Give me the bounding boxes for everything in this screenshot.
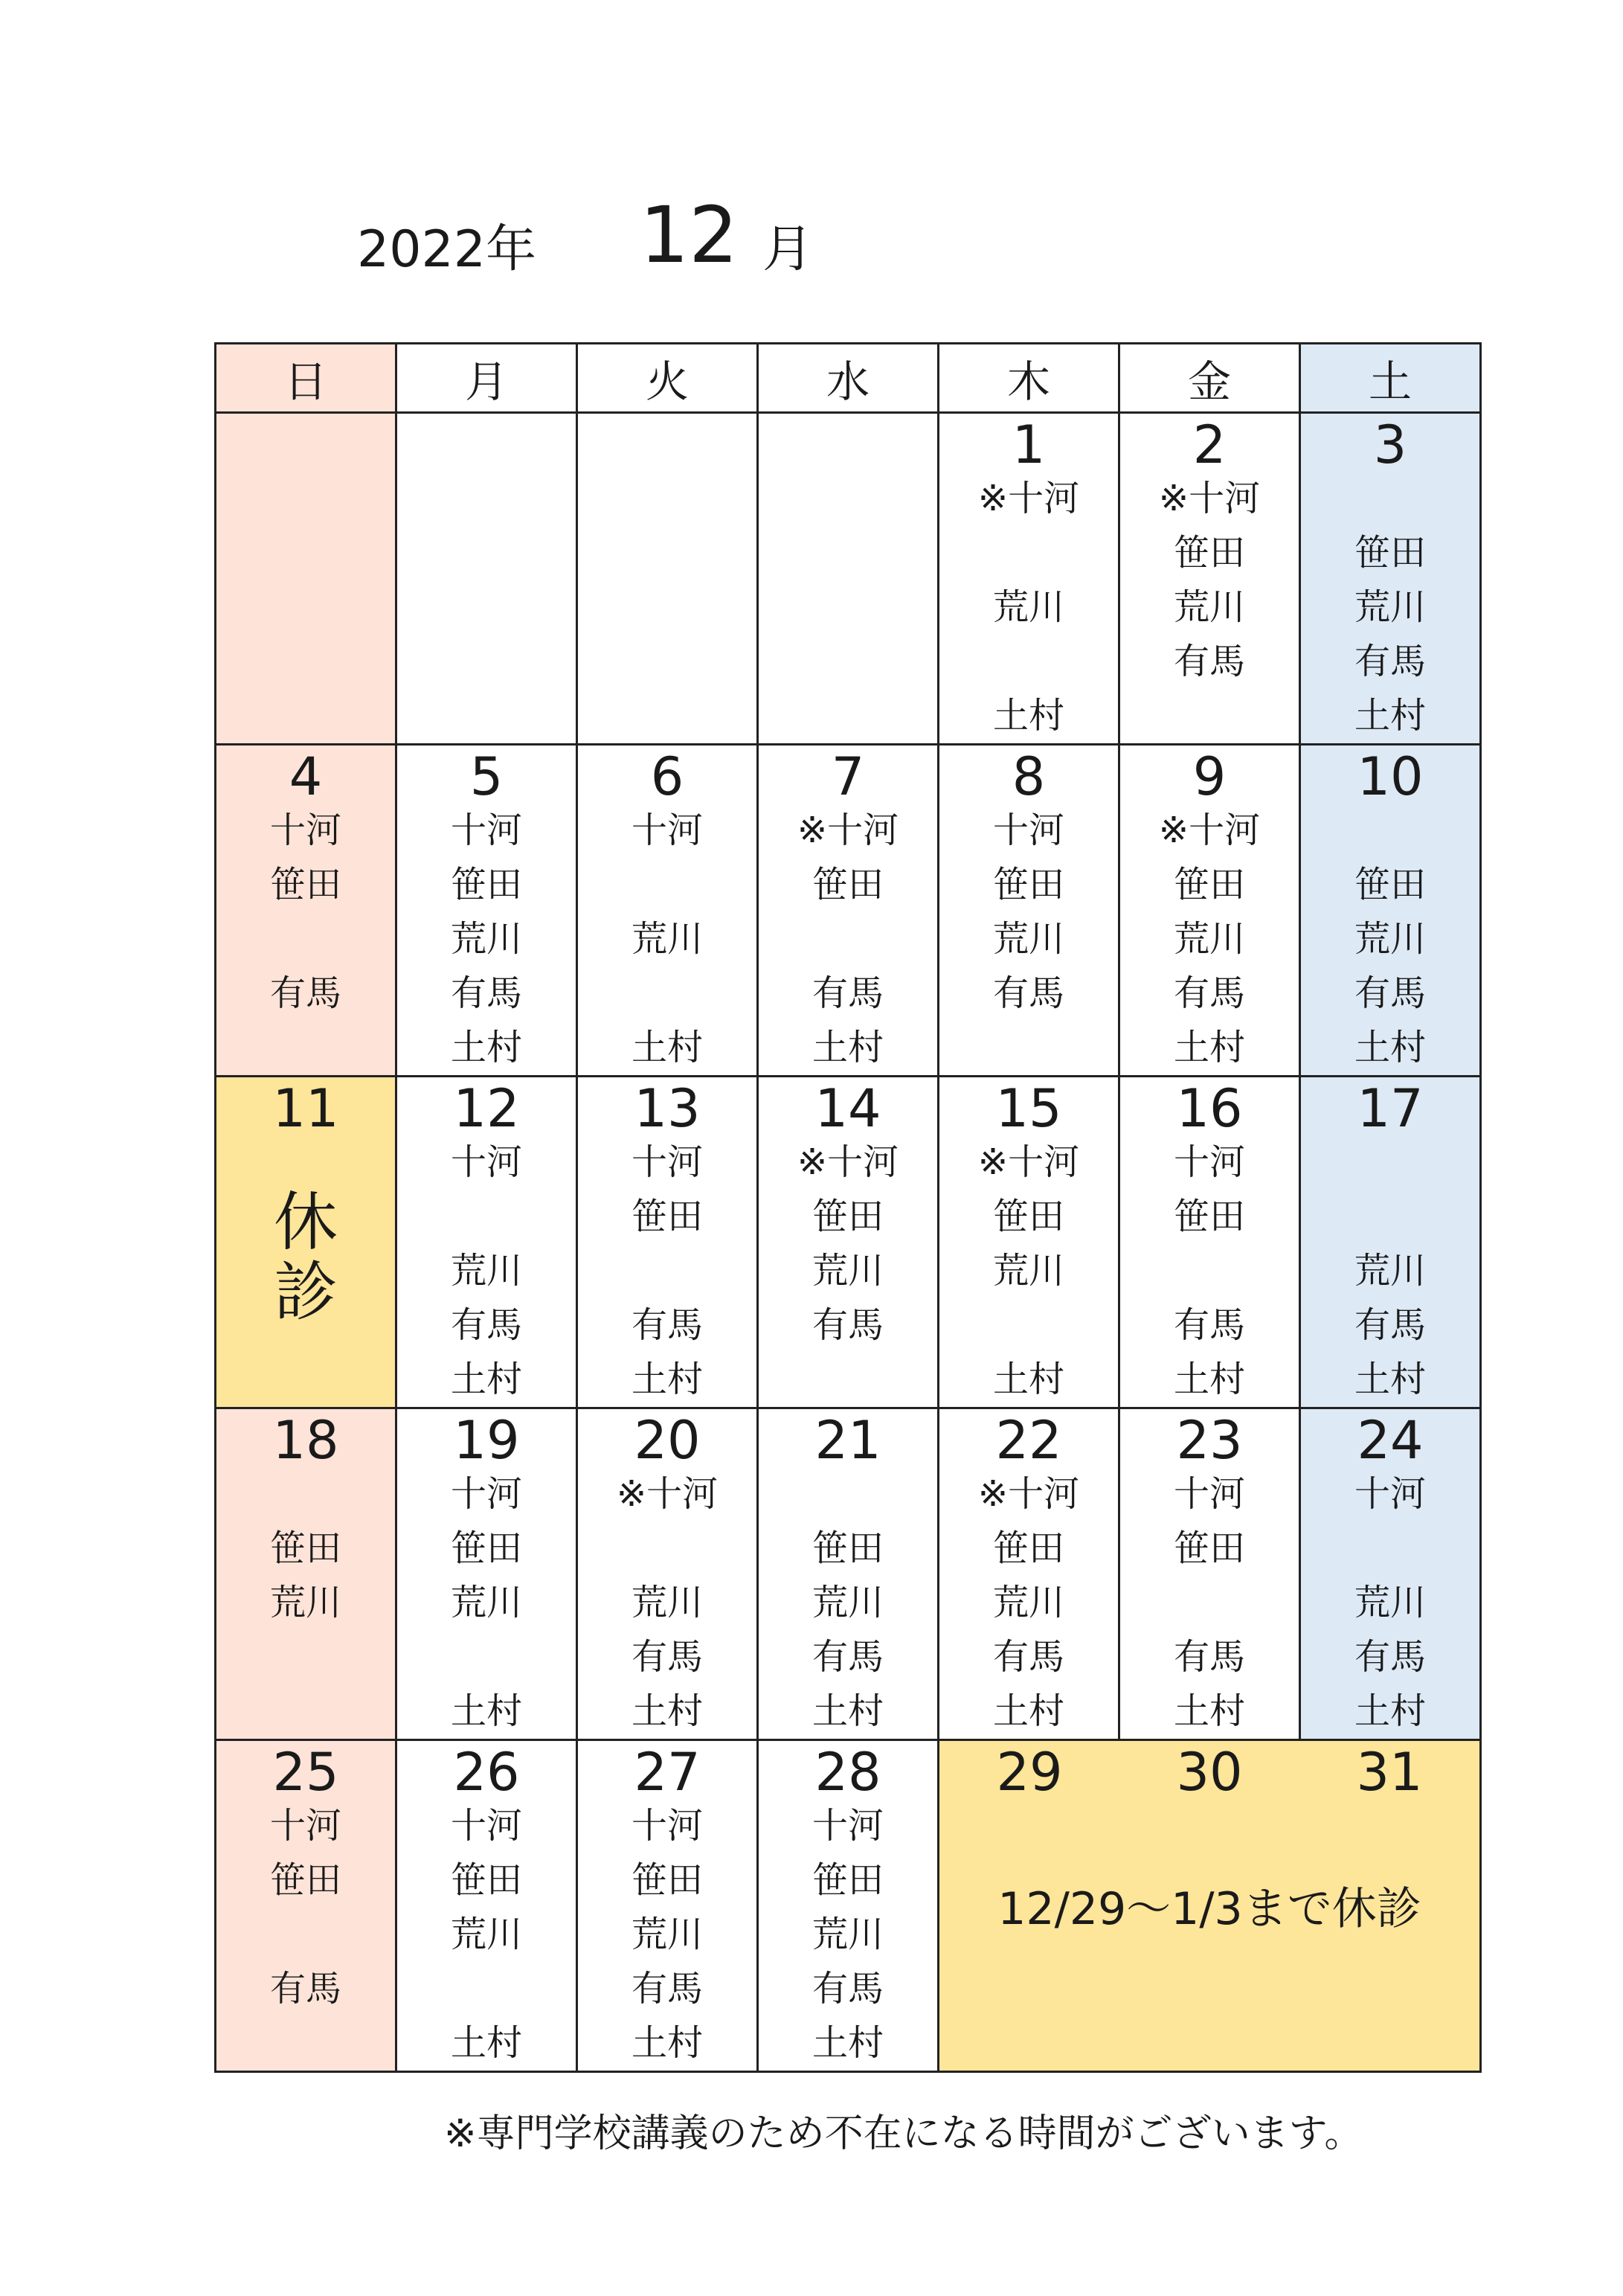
- day-cell: [758, 413, 939, 745]
- day-number: 19: [453, 1410, 520, 1471]
- doctor-name: 笹田: [1173, 1527, 1245, 1569]
- doctor-name: 荒川: [631, 1914, 703, 1955]
- doctor-name: 笹田: [1354, 864, 1426, 905]
- doctor-name: 十河: [812, 1805, 884, 1847]
- doctor-name: ※十河: [616, 1473, 719, 1515]
- day-number: [216, 418, 395, 472]
- day-cell: [1119, 745, 1300, 1077]
- doctor-name: [759, 635, 937, 689]
- day-cell: [1119, 413, 1300, 745]
- doctor-name: [578, 580, 756, 635]
- doctor-name: ※十河: [977, 1141, 1080, 1183]
- doctor-name: [1120, 689, 1299, 743]
- day-cell: [1300, 745, 1481, 1077]
- day-cell: [939, 1077, 1119, 1408]
- doctor-name: 荒川: [812, 1914, 884, 1955]
- doctor-name: 笹田: [269, 864, 341, 905]
- day-number: 26: [453, 1742, 520, 1803]
- doctor-name: [939, 635, 1118, 689]
- day-number: [578, 418, 756, 472]
- day-number: 21: [814, 1410, 881, 1471]
- doctor-name: 有馬: [269, 972, 341, 1014]
- doctor-name: 荒川: [1354, 586, 1426, 628]
- doctor-name: 荒川: [812, 1582, 884, 1623]
- day-number: 2: [1192, 414, 1227, 475]
- doctor-name: 荒川: [1173, 586, 1245, 628]
- day-number: 8: [1012, 746, 1046, 807]
- doctor-name: [578, 1244, 756, 1298]
- doctor-name: 笹田: [812, 1196, 884, 1237]
- doctor-name: 荒川: [812, 1250, 884, 1292]
- day-cell: [577, 413, 758, 745]
- doctor-name: 荒川: [992, 1582, 1064, 1623]
- weekday-sun: 日: [216, 344, 396, 413]
- doctor-name: [759, 472, 937, 526]
- day-number: 25: [272, 1742, 339, 1803]
- doctor-name: [397, 635, 576, 689]
- day-cell: [577, 1408, 758, 1740]
- doctor-name: 十河: [450, 809, 522, 851]
- doctor-name: [578, 966, 756, 1021]
- doctor-name: [1120, 1576, 1299, 1630]
- doctor-name: 笹田: [450, 1527, 522, 1569]
- doctor-name: 土村: [631, 1690, 703, 1732]
- doctor-name: 荒川: [631, 918, 703, 960]
- doctor-name: [759, 1353, 937, 1407]
- doctor-name: 十河: [450, 1141, 522, 1183]
- doctor-name: [397, 580, 576, 635]
- doctor-name: 有馬: [992, 1636, 1064, 1678]
- doctor-name: [1301, 1190, 1479, 1244]
- day-number: 6: [650, 746, 684, 807]
- doctor-name: [578, 472, 756, 526]
- day-number: [397, 418, 576, 472]
- doctor-name: 有馬: [631, 1968, 703, 2010]
- doctor-name: [578, 858, 756, 912]
- doctor-name: [578, 526, 756, 580]
- day-number: 1: [1012, 414, 1046, 475]
- doctor-name: 十河: [1354, 1473, 1426, 1515]
- day-cell: [216, 1077, 396, 1408]
- doctor-name: ※十河: [1158, 478, 1261, 519]
- week-row: [216, 413, 1481, 745]
- doctor-name: 十河: [269, 809, 341, 851]
- day-cell: [1300, 1408, 1481, 1740]
- doctor-name: 土村: [992, 1690, 1064, 1732]
- doctor-name: 土村: [1173, 1690, 1245, 1732]
- doctor-name: 十河: [450, 1473, 522, 1515]
- doctor-name: 有馬: [450, 972, 522, 1014]
- doctor-name: [1301, 1135, 1479, 1190]
- doctor-name: [759, 580, 937, 635]
- day-number: 14: [814, 1078, 881, 1139]
- doctor-name: [759, 526, 937, 580]
- day-cell: [216, 413, 396, 745]
- doctor-name: [397, 472, 576, 526]
- doctor-name: 有馬: [1173, 1304, 1245, 1346]
- day-cell: [758, 1740, 939, 2072]
- doctor-name: [397, 1190, 576, 1244]
- doctor-name: 土村: [992, 1359, 1064, 1400]
- doctor-name: 有馬: [450, 1304, 522, 1346]
- day-cell: [577, 745, 758, 1077]
- doctor-name: [216, 1467, 395, 1521]
- day-number: 30: [1176, 1742, 1243, 1803]
- calendar-table: [214, 342, 1482, 2073]
- doctor-name: 有馬: [1173, 972, 1245, 1014]
- day-number: [759, 418, 937, 472]
- weekday-tue: 火: [577, 344, 758, 413]
- doctor-name: [939, 526, 1118, 580]
- doctor-name: 土村: [631, 2022, 703, 2064]
- doctor-name: [216, 580, 395, 635]
- day-cell: [396, 1408, 577, 1740]
- day-number: 22: [995, 1410, 1062, 1471]
- day-number: 15: [995, 1078, 1062, 1139]
- doctor-name: [578, 635, 756, 689]
- doctor-name: [216, 472, 395, 526]
- day-cell: [216, 1740, 396, 2072]
- doctor-name: [216, 689, 395, 743]
- doctor-name: [216, 526, 395, 580]
- title-month-unit: 月: [762, 220, 814, 279]
- year-end-holiday-cell: [939, 1740, 1481, 2072]
- doctor-name: ※十河: [977, 478, 1080, 519]
- doctor-name: 土村: [450, 1359, 522, 1400]
- doctor-name: 笹田: [631, 1196, 703, 1237]
- doctor-name: 有馬: [1173, 1636, 1245, 1678]
- doctor-name: 荒川: [450, 1582, 522, 1623]
- doctor-name: [397, 1962, 576, 2016]
- day-cell: [396, 413, 577, 745]
- day-number: 31: [1356, 1742, 1423, 1803]
- doctor-name: 笹田: [269, 1859, 341, 1901]
- doctor-name: 十河: [631, 809, 703, 851]
- doctor-name: 土村: [812, 2022, 884, 2064]
- doctor-name: 有馬: [992, 972, 1064, 1014]
- doctor-name: 笹田: [992, 1196, 1064, 1237]
- doctor-name: 十河: [992, 809, 1064, 851]
- weekday-sat: 土: [1300, 344, 1481, 413]
- doctor-name: 笹田: [269, 1527, 341, 1569]
- doctor-name: 有馬: [812, 1636, 884, 1678]
- doctor-name: 笹田: [1173, 532, 1245, 574]
- day-number: 16: [1176, 1078, 1243, 1139]
- doctor-name: 荒川: [631, 1582, 703, 1623]
- closed-label: 休診: [274, 1185, 338, 1330]
- day-number: 17: [1357, 1078, 1424, 1139]
- week-row: [216, 1408, 1481, 1740]
- day-number: 12: [453, 1078, 520, 1139]
- doctor-name: 土村: [631, 1027, 703, 1068]
- week-row: [216, 745, 1481, 1077]
- title-year: 2022年: [357, 220, 537, 279]
- doctor-name: ※十河: [977, 1473, 1080, 1515]
- day-number: 10: [1357, 746, 1424, 807]
- doctor-name: [759, 1467, 937, 1521]
- doctor-name: 有馬: [631, 1636, 703, 1678]
- doctor-name: 笹田: [450, 864, 522, 905]
- day-cell: [939, 1408, 1119, 1740]
- doctor-name: [1301, 804, 1479, 858]
- day-number: 20: [634, 1410, 701, 1471]
- week-row: [216, 1077, 1481, 1408]
- doctor-name: 笹田: [812, 1859, 884, 1901]
- day-number: 9: [1192, 746, 1227, 807]
- year-end-holiday-text: 12/29〜1/3まで休診: [997, 1883, 1421, 1935]
- doctor-name: 土村: [1354, 695, 1426, 737]
- day-cell: [577, 1077, 758, 1408]
- doctor-name: [216, 2016, 395, 2071]
- day-cell: [396, 1077, 577, 1408]
- doctor-name: 荒川: [269, 1582, 341, 1623]
- title-month-number: 12: [640, 190, 739, 280]
- day-number: 5: [469, 746, 504, 807]
- doctor-name: ※十河: [797, 809, 899, 851]
- doctor-name: 土村: [812, 1690, 884, 1732]
- doctor-name: 十河: [1173, 1473, 1245, 1515]
- doctor-name: 荒川: [1354, 1582, 1426, 1623]
- doctor-name: 十河: [269, 1805, 341, 1847]
- doctor-name: 土村: [1173, 1027, 1245, 1068]
- weekday-fri: 金: [1119, 344, 1300, 413]
- doctor-name: 荒川: [992, 586, 1064, 628]
- doctor-name: 有馬: [1354, 1304, 1426, 1346]
- day-cell: [396, 745, 577, 1077]
- doctor-name: 荒川: [450, 1914, 522, 1955]
- doctor-name: 土村: [1354, 1027, 1426, 1068]
- day-number: 27: [634, 1742, 701, 1803]
- weekday-wed: 水: [758, 344, 939, 413]
- day-cell: [758, 1077, 939, 1408]
- doctor-name: 有馬: [812, 1304, 884, 1346]
- doctor-name: 荒川: [992, 918, 1064, 960]
- day-number: 3: [1373, 414, 1407, 475]
- doctor-name: 土村: [1354, 1359, 1426, 1400]
- doctor-name: 有馬: [812, 1968, 884, 2010]
- day-number: 28: [814, 1742, 881, 1803]
- doctor-name: 有馬: [1173, 641, 1245, 682]
- day-cell: [216, 1408, 396, 1740]
- doctor-name: 有馬: [269, 1968, 341, 2010]
- day-cell: [396, 1740, 577, 2072]
- weekday-thu: 木: [939, 344, 1119, 413]
- doctor-name: [216, 912, 395, 966]
- doctor-name: [216, 1908, 395, 1962]
- doctor-name: 笹田: [812, 1527, 884, 1569]
- doctor-name: [759, 912, 937, 966]
- doctor-name: 笹田: [992, 1527, 1064, 1569]
- doctor-name: 十河: [631, 1805, 703, 1847]
- day-number: 24: [1357, 1410, 1424, 1471]
- doctor-name: 荒川: [1354, 918, 1426, 960]
- doctor-name: 土村: [450, 1027, 522, 1068]
- day-cell: [1119, 1408, 1300, 1740]
- day-cell: [1300, 1077, 1481, 1408]
- footnote: ※専門学校講義のため不在になる時間がございます。: [444, 2111, 1363, 2156]
- day-cell: [758, 745, 939, 1077]
- doctor-name: 笹田: [1173, 864, 1245, 905]
- day-number: 7: [831, 746, 865, 807]
- doctor-name: 土村: [450, 1690, 522, 1732]
- day-cell: [758, 1408, 939, 1740]
- doctor-name: [216, 1021, 395, 1075]
- doctor-name: 土村: [631, 1359, 703, 1400]
- day-number: 11: [272, 1078, 339, 1139]
- doctor-name: [939, 1021, 1118, 1075]
- doctor-name: 有馬: [1354, 641, 1426, 682]
- day-cell: [216, 745, 396, 1077]
- day-number: 23: [1176, 1410, 1243, 1471]
- doctor-name: 荒川: [450, 1250, 522, 1292]
- doctor-name: 土村: [992, 695, 1064, 737]
- doctor-name: 十河: [450, 1805, 522, 1847]
- doctor-name: 笹田: [631, 1859, 703, 1901]
- day-cell: [577, 1740, 758, 2072]
- doctor-name: [397, 1630, 576, 1684]
- doctor-name: 笹田: [812, 864, 884, 905]
- doctor-name: ※十河: [797, 1141, 899, 1183]
- doctor-name: 十河: [1173, 1141, 1245, 1183]
- doctor-name: 有馬: [1354, 1636, 1426, 1678]
- day-cell: [1119, 1077, 1300, 1408]
- doctor-name: 荒川: [450, 918, 522, 960]
- day-number: 4: [289, 746, 323, 807]
- day-number: 13: [634, 1078, 701, 1139]
- day-cell: [1300, 413, 1481, 745]
- doctor-name: [397, 526, 576, 580]
- doctor-name: 笹田: [992, 864, 1064, 905]
- weekday-header-row: [216, 344, 1481, 413]
- doctor-name: [397, 689, 576, 743]
- doctor-name: 荒川: [1173, 918, 1245, 960]
- doctor-name: 荒川: [992, 1250, 1064, 1292]
- doctor-name: 有馬: [631, 1304, 703, 1346]
- doctor-name: 笹田: [1354, 532, 1426, 574]
- doctor-name: [578, 1521, 756, 1576]
- doctor-name: 土村: [812, 1027, 884, 1068]
- doctor-name: [216, 1630, 395, 1684]
- doctor-name: [939, 1298, 1118, 1353]
- day-number: 18: [272, 1410, 339, 1471]
- doctor-name: 十河: [631, 1141, 703, 1183]
- doctor-name: [1120, 1244, 1299, 1298]
- doctor-name: [759, 689, 937, 743]
- doctor-name: 有馬: [812, 972, 884, 1014]
- doctor-name: ※十河: [1158, 809, 1261, 851]
- doctor-name: 土村: [1173, 1359, 1245, 1400]
- doctor-name: 笹田: [1173, 1196, 1245, 1237]
- day-cell: [939, 413, 1119, 745]
- weekday-mon: 月: [396, 344, 577, 413]
- doctor-name: 有馬: [1354, 972, 1426, 1014]
- week-row: [216, 1740, 1481, 2072]
- doctor-name: [216, 1684, 395, 1739]
- doctor-name: [1301, 1521, 1479, 1576]
- day-number: 29: [996, 1742, 1063, 1803]
- doctor-name: [578, 689, 756, 743]
- doctor-name: 土村: [450, 2022, 522, 2064]
- day-cell: [939, 745, 1119, 1077]
- doctor-name: [1301, 472, 1479, 526]
- doctor-name: [216, 635, 395, 689]
- doctor-name: 土村: [1354, 1690, 1426, 1732]
- doctor-name: 笹田: [450, 1859, 522, 1901]
- doctor-name: 荒川: [1354, 1250, 1426, 1292]
